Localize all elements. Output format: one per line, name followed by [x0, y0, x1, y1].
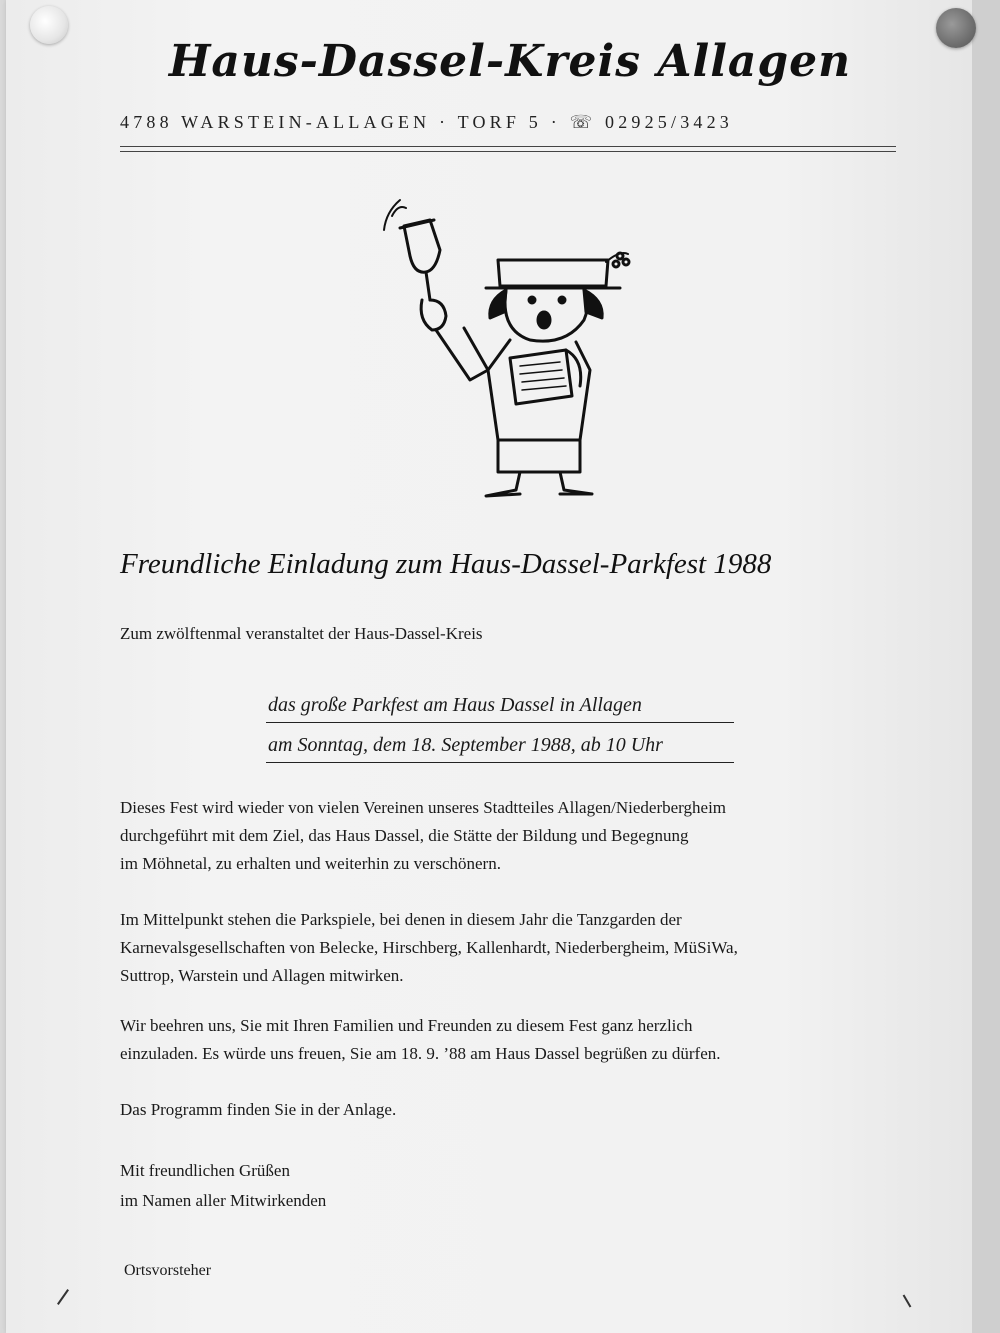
- paragraph-line: einzuladen. Es würde uns freuen, Sie am 18. 9. ’88 am Haus Dassel begrüßen zu dürfen.: [120, 1044, 721, 1063]
- paragraph-purpose: [120, 794, 900, 878]
- paragraph-line: Im Mittelpunkt stehen die Parkspiele, bei denen in diesem Jahr die Tanzgarden der: [120, 910, 682, 929]
- wall-background: [972, 0, 1000, 1333]
- paragraph-program: [120, 1096, 900, 1124]
- paragraph-invitation: [120, 1012, 900, 1068]
- paragraph-line: Das Programm finden Sie in der Anlage.: [120, 1100, 397, 1119]
- pushpin-right-icon: [936, 8, 976, 48]
- closing-attribution: im Namen aller Mitwirkenden: [120, 1191, 327, 1210]
- intro-line: Zum zwölftenmal veranstaltet der Haus-Dassel-Kreis: [120, 624, 483, 643]
- event-date-line: am Sonntag, dem 18. September 1988, ab 10 Uhr: [268, 734, 663, 756]
- closing-greeting: Mit freundlichen Grüßen: [120, 1161, 290, 1180]
- signature-role: Ortsvorsteher: [124, 1262, 212, 1279]
- letterhead-rule: [120, 151, 896, 152]
- paragraph-line: Suttrop, Warstein und Allagen mitwirken.: [120, 966, 404, 985]
- closing-block: [120, 1156, 326, 1216]
- paragraph-line: durchgeführt mit dem Ziel, das Haus Dassel, die Stätte der Bildung und Begegnung: [120, 826, 689, 845]
- paragraph-line: Wir beehren uns, Sie mit Ihren Familien und Freunden zu diesem Fest ganz herzlich: [120, 1016, 693, 1035]
- paragraph-line: Karnevalsgesellschaften von Belecke, Hirschberg, Kallenhardt, Niederbergheim, MüSiWa,: [120, 938, 738, 957]
- invitation-heading: Freundliche Einladung zum Haus-Dassel-Parkfest 1988: [120, 548, 772, 580]
- letterhead-title: Haus-Dassel-Kreis Allagen: [168, 36, 852, 87]
- paragraph-line: Dieses Fest wird wieder von vielen Vereinen unseres Stadtteiles Allagen/Niederbergheim: [120, 798, 727, 817]
- event-line: das große Parkfest am Haus Dassel in Allagen: [268, 694, 642, 716]
- letterhead-address: 4788 WARSTEIN-ALLAGEN · TORF 5 · ☏ 02925/3423: [120, 112, 734, 132]
- paragraph-parkspiele: [120, 906, 900, 990]
- town-crier-icon: [370, 190, 650, 510]
- event-underline: [266, 722, 734, 723]
- pushpin-left-icon: [30, 6, 68, 44]
- event-underline: [266, 762, 734, 763]
- paragraph-line: im Möhnetal, zu erhalten und weiterhin zu verschönern.: [120, 854, 501, 873]
- letterhead-rule: [120, 146, 896, 147]
